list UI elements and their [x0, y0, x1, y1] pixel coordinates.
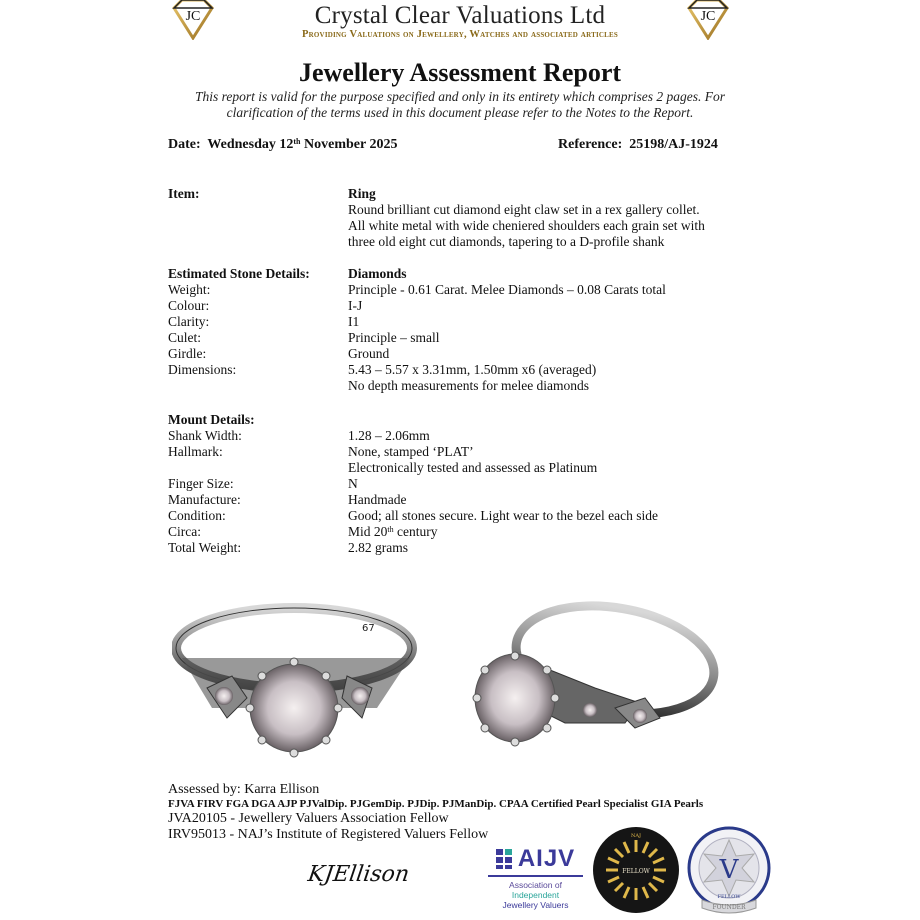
stone-label: Weight: [168, 282, 211, 297]
svg-text:67: 67 [362, 623, 375, 634]
svg-text:JC: JC [700, 9, 716, 24]
stone-label: Dimensions: [168, 362, 237, 377]
report-date: Date: Wednesday 12th November 2025 [168, 137, 398, 152]
report-title: Jewellery Assessment Report [298, 58, 622, 87]
mount-label: Hallmark: [168, 444, 223, 459]
svg-text:FELLOW: FELLOW [717, 894, 741, 900]
mount-label: Manufacture: [168, 492, 241, 507]
jva-fellow-founder-badge [684, 826, 774, 918]
assessed-by: Assessed by: Karra Ellison [168, 782, 320, 797]
item-description-line: Round brilliant cut diamond eight claw set in a rex gallery collet. [348, 202, 700, 217]
assessor-jva: JVA20105 - Jewellery Valuers Association Fellow [168, 811, 449, 826]
stone-label: Culet: [168, 330, 201, 345]
stone-label: Colour: [168, 298, 210, 313]
svg-text:V: V [719, 855, 739, 885]
stone-value: 5.43 – 5.57 x 3.31mm, 1.50mm x6 (averaged) [348, 362, 597, 377]
item-description-line: three old eight cut diamonds, tapering to a D-profile shank [348, 234, 665, 249]
svg-text:NAJ: NAJ [631, 833, 641, 839]
stone-details-heading: Estimated Stone Details: [168, 266, 310, 281]
company-tagline: Providing Valuations on Jewellery, Watches and associated articles [302, 29, 618, 40]
assessor-qualifications: FJVA FIRV FGA DGA AJP PJValDip. PJGemDip. PJDip. PJManDip. CPAA Certified Pearl Specialist GIA Pearls [168, 798, 704, 810]
mount-value: Electronically tested and assessed as Platinum [348, 460, 598, 475]
mount-label: Condition: [168, 508, 226, 523]
mount-value: N [348, 476, 358, 491]
naj-fellow-badge [592, 826, 680, 914]
aijv-grid-icon [496, 849, 514, 869]
stone-value: No depth measurements for melee diamonds [348, 378, 590, 393]
stone-value: Principle - 0.61 Carat. Melee Diamonds – 0.08 Carats total [348, 282, 666, 297]
ring-photo-front [172, 598, 417, 758]
mount-value: None, stamped ‘PLAT’ [348, 444, 474, 459]
mount-value: 1.28 – 2.06mm [348, 428, 430, 443]
mount-label: Total Weight: [168, 540, 242, 555]
mount-label: Finger Size: [168, 476, 234, 491]
stone-label: Girdle: [168, 346, 207, 361]
company-name: Crystal Clear Valuations Ltd [314, 2, 606, 29]
mount-details-heading: Mount Details: [168, 412, 255, 427]
mount-value: 2.82 grams [348, 540, 408, 555]
aijv-badge: AIJV Association of Independent Jewellery Valuers [488, 845, 583, 915]
aijv-divider [488, 875, 583, 877]
ring-photo-side [465, 598, 725, 758]
stone-type: Diamonds [348, 266, 407, 281]
stone-value: I1 [348, 314, 360, 329]
stone-value: I-J [348, 298, 363, 313]
stone-value: Principle – small [348, 330, 440, 345]
report-reference: Reference: 25198/AJ-1924 [558, 137, 718, 152]
mount-value: Mid 20th century [348, 524, 438, 539]
item-description-line: All white metal with wide cheniered shoulders each grain set with [348, 218, 705, 233]
svg-text:JC: JC [185, 9, 201, 24]
mount-value: Good; all stones secure. Light wear to the bezel each side [348, 508, 659, 523]
stone-value: Ground [348, 346, 390, 361]
mount-label: Circa: [168, 524, 201, 539]
item-label: Item: [168, 186, 200, 201]
assessor-irv: IRV95013 - NAJ’s Institute of Registered Valuers Fellow [168, 827, 489, 842]
signature: KJEllison [306, 862, 411, 887]
report-subtitle: This report is valid for the purpose specified and only in its entirety which comprises 2 pages. For clarification of the terms used in this document please refer to the Notes to the Report. [195, 89, 725, 120]
item-section [168, 186, 758, 256]
item-name: Ring [348, 186, 376, 201]
svg-text:FOUNDER: FOUNDER [712, 904, 746, 911]
stone-details-section [168, 266, 758, 396]
mount-label: Shank Width: [168, 428, 242, 443]
stone-label: Clarity: [168, 314, 210, 329]
mount-details-section [168, 412, 758, 562]
mount-value: Handmade [348, 492, 407, 507]
svg-text:FELLOW: FELLOW [622, 868, 650, 875]
